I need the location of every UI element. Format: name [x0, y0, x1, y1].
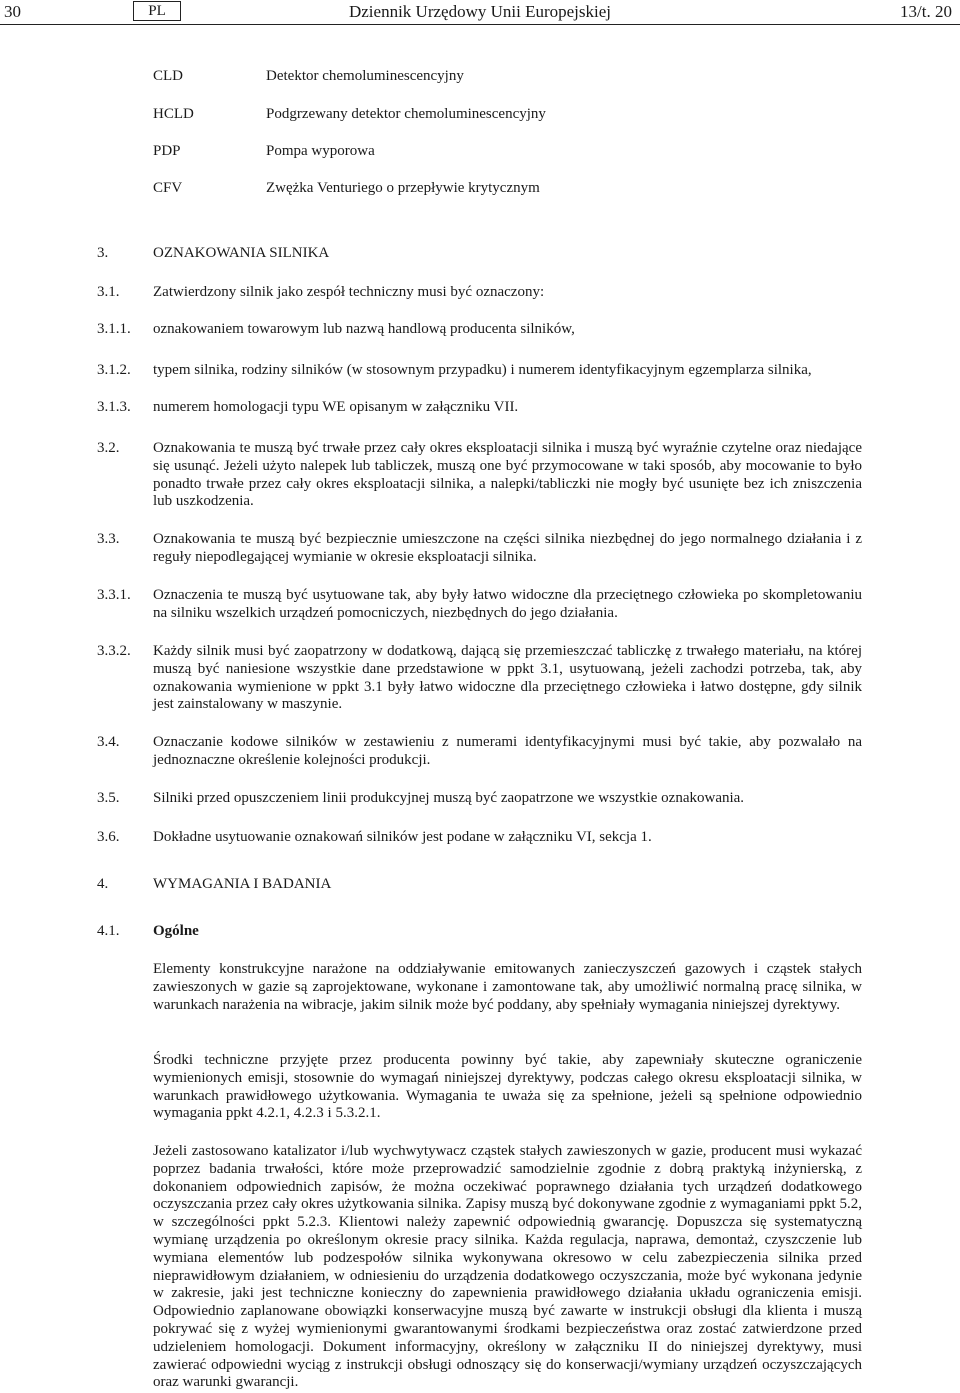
abbreviation-row — [0, 106, 960, 126]
section-number: 3. — [97, 245, 109, 261]
abbreviation-meaning: Pompa wyporowa — [266, 143, 375, 159]
abbreviation: PDP — [153, 143, 181, 159]
section-text: Zatwierdzony silnik jako zespół techniczny musi być oznaczony: — [153, 284, 545, 300]
section-number: 3.2. — [97, 440, 120, 456]
section-number: 3.1.1. — [97, 321, 131, 337]
section-text: WYMAGANIA I BADANIA — [153, 876, 332, 892]
section-number: 3.6. — [97, 829, 120, 845]
section-number: 3.1.2. — [97, 362, 131, 378]
abbreviation: HCLD — [153, 106, 194, 122]
section-number: 3.1.3. — [97, 399, 131, 415]
section-text: Oznakowania te muszą być bezpiecznie umieszczone na części silnika niezbędnej do jego normalnego działania i z reguły niepodlegającej wymianie w okresie eksploatacji silnika. — [153, 531, 862, 565]
section-text: Ogólne — [153, 923, 199, 939]
abbreviation-meaning: Zwężka Venturiego o przepływie krytycznym — [266, 180, 540, 196]
abbreviation-row — [0, 143, 960, 163]
section-text: Oznakowania te muszą być trwałe przez cały okres eksploatacji silnika i muszą być wyraźnie czytelne oraz niedające się usunąć. Jeżeli użyto nalepek lub tabliczek, muszą one być przymocowane w taki sposób, aby mocowanie to było ponadto trwałe przez cały okres eksploatacji silnika, a nalepki/tabliczki nie mogły być usunięte bez ich zniszczenia lub uszkodzenia. — [153, 440, 862, 510]
section-number: 3.3. — [97, 531, 120, 547]
journal-title: Dziennik Urzędowy Unii Europejskiej — [348, 2, 611, 21]
abbreviation-row — [0, 180, 960, 200]
body-paragraph: Środki techniczne przyjęte przez producenta powinny być takie, aby zapewniały skuteczne ograniczenie wymienionych emisji, stosownie do wymagań niniejszej dyrektywy, podczas całego okresu eksploatacji silnika, w warunkach prawidłowego użytkowania. Wymagania te uważa się za spełnione, jeżeli są spełnione odpowiednio wymagania ppkt 4.2.1, 4.2.3 i 5.3.2.1. — [153, 1052, 862, 1122]
section-text: Oznaczenia te muszą być usytuowane tak, aby były łatwo widoczne dla przeciętnego człowieka po skompletowaniu na silniku wszelkich urządzeń pomocniczych, niezbędnych do jego działania. — [153, 587, 862, 621]
header-rule — [0, 24, 960, 25]
page-header — [0, 0, 960, 24]
section-number: 3.5. — [97, 790, 120, 806]
language-badge: PL — [133, 1, 181, 21]
abbreviation: CFV — [153, 180, 183, 196]
section-number: 3.4. — [97, 734, 120, 750]
section-text: OZNAKOWANIA SILNIKA — [153, 245, 330, 261]
section-number: 3.3.2. — [97, 643, 131, 659]
section-text: Każdy silnik musi być zaopatrzony w dodatkową, dającą się przemieszczać tabliczkę z trwałego materiału, na której muszą być naniesione wszystkie dane przedstawione w ppkt 3.1, usytuowaną, jeżeli zachodzi potrzeba, tak, aby oznakowania wymienione w ppkt 3.1 były łatwo widoczne dla przeciętnego człowieka i łatwo dostępne, gdy silnik jest zainstalowany w maszynie. — [153, 643, 862, 713]
issue-reference: 13/t. 20 — [900, 2, 952, 21]
body-paragraph: Jeżeli zastosowano katalizator i/lub wychwytywacz cząstek stałych zawieszonych w gazie, producent musi wykazać poprzez badania trwałości, które może przeprowadzić samodzielnie zgodnie z dobrą praktyką inżynierską, z dokonaniem odpowiednich zapisów, że można oczekiwać poprawnego działania tych urządzeń dodatkowego oczyszczania przez cały okres użytkowania silnika. Zapisy muszą być dokonywane zgodnie z wymaganiami ppkt 5.2, w szczególności ppkt 5.2.3. Klientowi należy zapewnić odpowiednią gwarancję. Dopuszcza się systematyczną wymianę urządzenia po określonym okresie pracy silnika. Każda regulacja, naprawa, demontaż, czyszczenie lub wymiana elementów lub podzespołów silnika wykonywana okresowo w celu zabezpieczenia silnika przed nieprawidłowym działaniem, w odniesieniu do urządzenia dodatkowego oczyszczania, może być wykonana jedynie w zakresie, jaki jest techniczne konieczny do zapewnienia prawidłowego działania układu ograniczenia emisji. Odpowiednio zaplanowane obowiązki konserwacyjne muszą być zawarte w instrukcji obsługi dla klienta i muszą pokrywać się z wyżej wymienionymi gwarantowanymi środkami bezpieczeństwa oraz zostać zatwierdzone przed udzieleniem homologacji. Dokument informacyjny, określony w załączniku II do niniejszej dyrektywy, musi zawierać odpowiedni wyciąg z instrukcji obsługi odnoszący się do konserwacji/wymiany urządzeń oczyszczających oraz warunki gwarancji. — [153, 1143, 862, 1391]
abbreviation-meaning: Detektor chemoluminescencyjny — [266, 68, 464, 84]
section-text: numerem homologacji typu WE opisanym w załączniku VII. — [153, 399, 519, 415]
page-number: 30 — [4, 2, 21, 21]
body-paragraph: Elementy konstrukcyjne narażone na oddziaływanie emitowanych zanieczyszczeń gazowych i cząstek stałych zawieszonych w gazie są zaprojektowane, wykonane i zamontowane tak, aby umożliwić normalną pracę silnika, w warunkach narażenia na wibracje, jakim silnik może być poddany, aby spełniały wymagania niniejszej dyrektywy. — [153, 961, 862, 1013]
section-number: 4.1. — [97, 923, 120, 939]
section-text: Silniki przed opuszczeniem linii produkcyjnej muszą być zaopatrzone we wszystkie oznakowania. — [153, 790, 745, 806]
abbreviation-row — [0, 68, 960, 88]
section-number: 3.1. — [97, 284, 120, 300]
section-text: typem silnika, rodziny silników (w stosownym przypadku) i numerem identyfikacyjnym egzemplarza silnika, — [153, 362, 812, 378]
abbreviation: CLD — [153, 68, 183, 84]
abbreviation-meaning: Podgrzewany detektor chemoluminescencyjny — [266, 106, 546, 122]
section-text: oznakowaniem towarowym lub nazwą handlową producenta silników, — [153, 321, 575, 337]
section-number: 3.3.1. — [97, 587, 131, 603]
section-text: Dokładne usytuowanie oznakowań silników jest podane w załączniku VI, sekcja 1. — [153, 829, 652, 845]
section-text: Oznaczanie kodowe silników w zestawieniu z numerami identyfikacyjnymi musi być takie, aby pozwalało na jednoznaczne określenie kolejności produkcji. — [153, 734, 862, 768]
section-number: 4. — [97, 876, 109, 892]
